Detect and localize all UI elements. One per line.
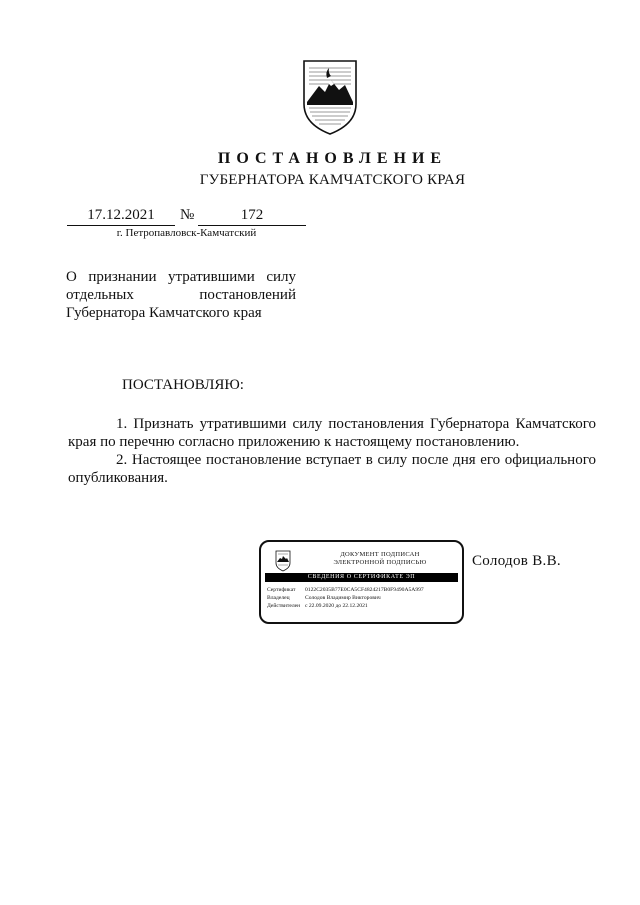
document-date: 17.12.2021 [67,206,175,226]
stamp-row [267,594,462,602]
document-city: г. Петропавловск-Камчатский [116,227,257,239]
stamp-value: Солодов Владимир Викторович [305,595,381,601]
document-subject [66,268,296,322]
document-body [68,415,596,487]
stamp-label: Владелец [267,595,290,601]
divider [67,225,175,226]
document-subtitle: ГУБЕРНАТОРА КАМЧАТСКОГО КРАЯ [199,172,466,188]
document-title: ПОСТАНОВЛЕНИЕ [217,150,448,167]
stamp-label: Действителен [267,603,301,609]
subject-line: О признании утратившими силу [66,269,296,285]
coat-of-arms-icon [301,58,359,136]
subject-line: отдельных постановлений [66,287,296,303]
number-sign: № [180,207,195,223]
stamp-heading-line: ЭЛЕКТРОННОЙ ПОДПИСЬЮ [333,559,427,566]
e-signature-stamp [259,540,464,624]
stamp-heading [301,551,459,567]
body-paragraph: 2. Настоящее постановление вступает в силу после дня его официального опубликования. [68,452,596,486]
coat-of-arms-icon [275,550,291,572]
decree-word: ПОСТАНОВЛЯЮ: [122,377,244,393]
body-paragraph: 1. Признать утратившими силу постановления Губернатора Камчатского края по перечню согласно приложению к настоящему постановлению. [68,416,596,450]
signer-name: Солодов В.В. [472,553,561,569]
stamp-row [267,602,462,610]
stamp-row [267,586,462,594]
stamp-details [267,586,462,610]
stamp-label: Сертификат [267,587,296,593]
document-number: 172 [198,206,306,226]
stamp-certificate-bar: СВЕДЕНИЯ О СЕРТИФИКАТЕ ЭП [265,573,458,582]
stamp-heading-line: ДОКУМЕНТ ПОДПИСАН [340,551,420,558]
subject-line: Губернатора Камчатского края [66,305,262,321]
stamp-value: с 22.09.2020 до 22.12.2021 [305,603,368,609]
stamp-value: 0122C2035B77E0CA5CF4824217B0F9490A5A997 [305,587,424,593]
